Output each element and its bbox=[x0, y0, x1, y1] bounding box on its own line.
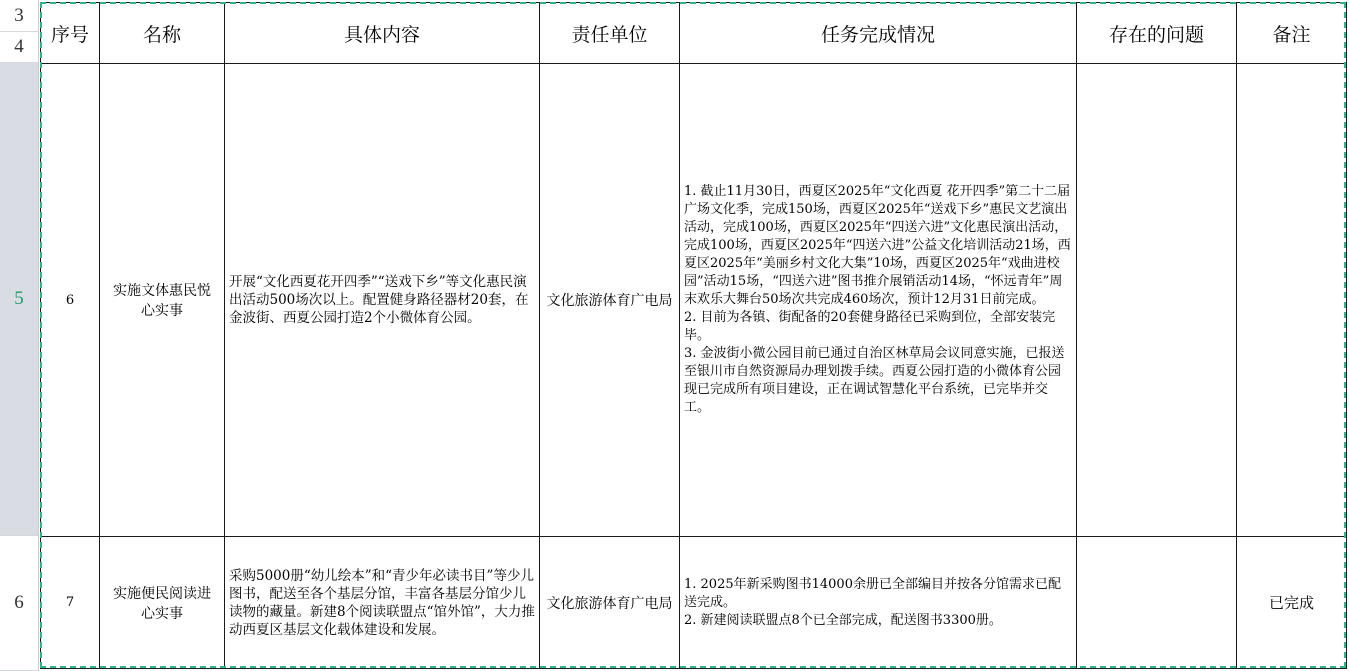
header-content[interactable]: 具体内容 bbox=[225, 3, 540, 64]
cell-content[interactable]: 采购5000册“幼儿绘本”和“青少年必读书目”等少儿图书，配送至各个基层分馆，丰富各基层分馆少儿读物的藏量。新建8个阅读联盟点“馆外馆”，大力推动西夏区基层文化载体建设和发展。 bbox=[225, 537, 540, 669]
progress-item: 1. 2025年新采购图书14000余册已全部编目并按各分馆需求已配送完成。 bbox=[684, 576, 1061, 610]
cell-progress[interactable] bbox=[680, 64, 1077, 537]
header-row bbox=[41, 3, 1347, 64]
cell-issues[interactable] bbox=[1077, 537, 1237, 669]
progress-item: 2. 目前为各镇、街配备的20套健身路径已采购到位，全部安装完毕。 bbox=[684, 310, 1056, 343]
progress-item: 1. 截止11月30日，西夏区2025年“文化西夏 花开四季”第二十二届广场文化季，完成150场，西夏区2025年“送戏下乡”惠民文艺演出活动，完成100场，西夏区2025年“四送六进”文化惠民演出活动，完成100场，西夏区2025年“四送六进”公益文化培训活动21场，西夏区2025年“美丽乡村文化大集”10场，西夏区2025年“戏曲进校园”活动15场，“四送六进”图书推介展销活动14场，“怀远青年”周末欢乐大舞台50场次共完成460场次，预计12月31日前完成。 bbox=[684, 184, 1071, 307]
task-table bbox=[40, 2, 1347, 669]
table-row bbox=[41, 64, 1347, 537]
header-seq[interactable]: 序号 bbox=[41, 3, 100, 64]
cell-unit[interactable]: 文化旅游体育广电局 bbox=[540, 537, 680, 669]
row-header-6[interactable]: 6 bbox=[0, 536, 39, 671]
header-progress[interactable]: 任务完成情况 bbox=[680, 3, 1077, 64]
row-header-4[interactable]: 4 bbox=[0, 32, 39, 63]
cell-issues[interactable] bbox=[1077, 64, 1237, 537]
cell-seq[interactable]: 6 bbox=[41, 64, 100, 537]
cell-unit[interactable]: 文化旅游体育广电局 bbox=[540, 64, 680, 537]
row-header-3[interactable]: 3 bbox=[0, 0, 39, 32]
cell-name[interactable]: 实施便民阅读进心实事 bbox=[100, 537, 225, 669]
progress-item: 2. 新建阅读联盟点8个已全部完成，配送图书3300册。 bbox=[684, 612, 1002, 628]
row-header-5[interactable]: 5 bbox=[0, 63, 39, 536]
cell-seq[interactable]: 7 bbox=[41, 537, 100, 669]
cell-name[interactable]: 实施文体惠民悦心实事 bbox=[100, 64, 225, 537]
cell-remark[interactable]: 已完成 bbox=[1237, 537, 1347, 669]
cell-remark[interactable] bbox=[1237, 64, 1347, 537]
cell-content[interactable]: 开展“文化西夏花开四季”“送戏下乡”等文化惠民演出活动500场次以上。配置健身路径器材20套，在金波街、西夏公园打造2个小微体育公园。 bbox=[225, 64, 540, 537]
header-remark[interactable]: 备注 bbox=[1237, 3, 1347, 64]
header-name[interactable]: 名称 bbox=[100, 3, 225, 64]
header-issues[interactable]: 存在的问题 bbox=[1077, 3, 1237, 64]
progress-item: 3. 金波街小微公园目前已通过自治区林草局会议同意实施，已报送至银川市自然资源局办理划拨手续。西夏公园打造的小微体育公园现已完成所有项目建设，正在调试智慧化平台系统，已完毕并交工。 bbox=[684, 346, 1065, 415]
table-row bbox=[41, 537, 1347, 669]
header-unit[interactable]: 责任单位 bbox=[540, 3, 680, 64]
cell-progress[interactable] bbox=[680, 537, 1077, 669]
